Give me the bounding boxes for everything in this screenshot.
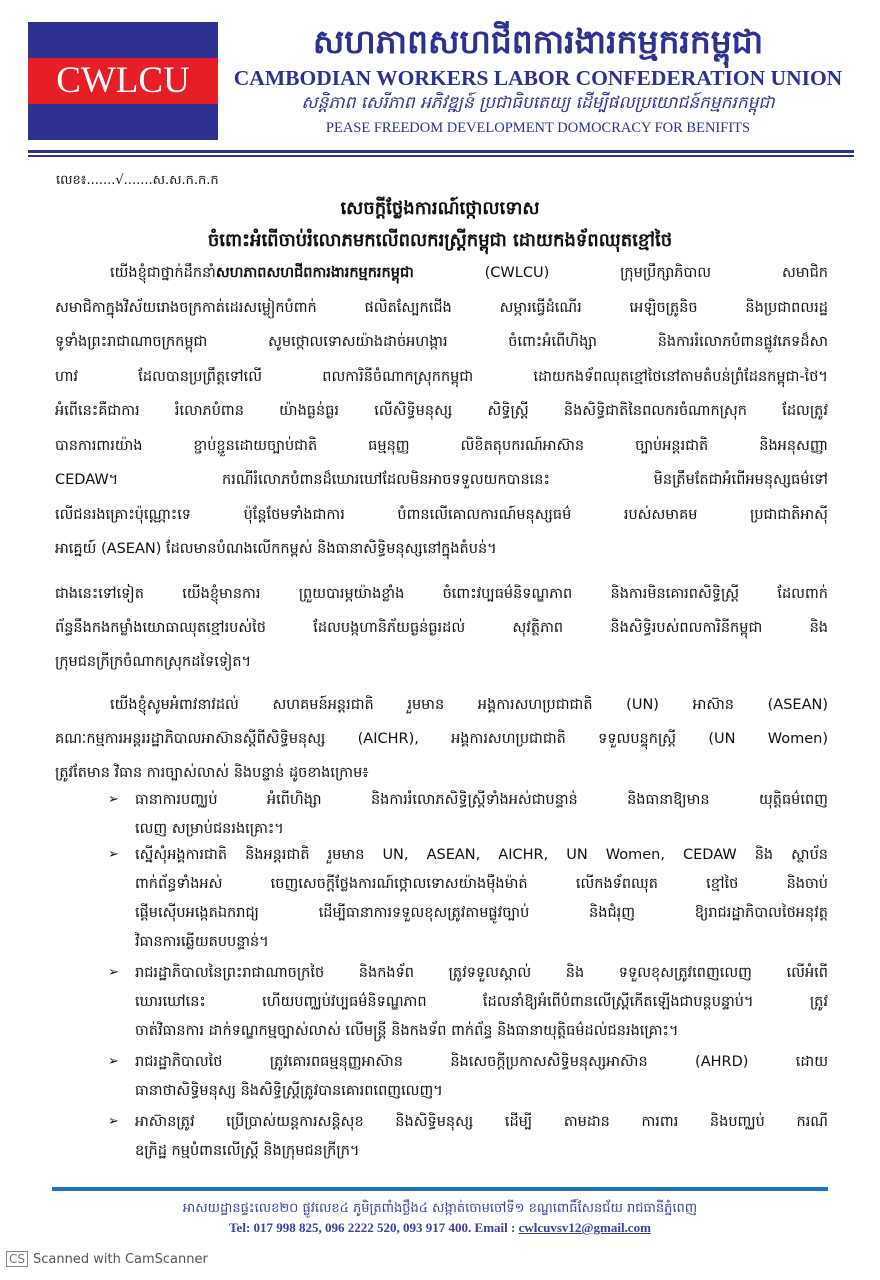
- email-link[interactable]: cwlcuvsv12@gmail.com: [518, 1220, 651, 1235]
- org-name-khmer: សហភាពសហជីពការងារកម្មករកម្ពុជា: [312, 22, 764, 61]
- paragraph-line: ទូទាំងព្រះរាជាណាចក្រកម្ពុជា សូមថ្កោលទោសយ៉ាងដាច់អហង្ការ ចំពោះអំពើហិង្សា និងការរំលោភបំពានផ្លូវភេទដ៏សា: [55, 334, 828, 350]
- paragraph-line: អំពើនេះគឺជាការ រំលោភបំពាន យ៉ាងធ្ងន់ធ្ងរ លើសិទ្ធិមនុស្ស សិទ្ធិស្ត្រី និងសិទ្ធិជាតិនៃពលករចំណាកស្រុក ដែលត្រូវ: [55, 403, 828, 419]
- paragraph-line: យើងខ្ញុំសូមអំពាវនាវដល់ សហគមន៍អន្តរជាតិ រួមមាន អង្គការសហប្រជាជាតិ (UN) អាស៊ាន (ASEAN): [110, 697, 828, 713]
- paragraph-line: ត្រូវតែមាន វិធាន ការច្បាស់លាស់ និងបន្ទាន់ ដូចខាងក្រោម៖: [55, 765, 369, 781]
- paragraph-line: ធានាការបញ្ឈប់ អំពើហិង្សា និងការរំលោភសិទ្ធិស្ត្រីទាំងអស់ជាបន្ទាន់ និងធានាឱ្យមាន យុត្តិធម៌ពេញ: [135, 792, 828, 808]
- org-name-bold: សហភាពសហជីពការងារកម្មករកម្ពុជា: [215, 265, 414, 281]
- arrowhead-right-icon: ➢: [108, 1054, 119, 1069]
- footer-divider: [52, 1187, 828, 1191]
- paragraph-line: ផ្តើមស៊ើបអង្កេតឯករាជ្យ ដើម្បីធានាការទទួលខុសត្រូវតាមផ្លូវច្បាប់ និងជំរុញ ឱ្យរាជរដ្ឋាភិបាលថៃអនុវត្ត: [135, 905, 828, 921]
- paragraph-line: ជាងនេះទៅទៀត យើងខ្ញុំមានការ ព្រួយបារម្ភយ៉ាងខ្លាំង ចំពោះវប្បធម៌និទណ្ឌភាព និងការមិនគោរពសិទ្ធិស្ត្រី ដែលពាក់: [55, 586, 828, 602]
- arrowhead-right-icon: ➢: [108, 1114, 119, 1129]
- document-subtitle: ចំពោះអំពើចាប់រំលោភមកលើពលករស្ត្រីកម្ពុជា ដោយកងទ័ពឈុតខ្មៅថៃ: [207, 230, 673, 251]
- paragraph-line: រាជរដ្ឋាភិបាលនៃព្រះរាជាណាចក្រថៃ និងកងទ័ព ត្រូវទទួលស្គាល់ និង ទទួលខុសត្រូវពេញលេញ លើអំពើ: [135, 965, 828, 981]
- paragraph-line: អាស៊ានត្រូវ ប្រើប្រាស់យន្តការសន្តិសុខ និងសិទ្ធិមនុស្ស ដើម្បី តាមដាន ការពារ និងបញ្ឈប់ ករណី: [135, 1114, 828, 1130]
- org-name-english: CAMBODIAN WORKERS LABOR CONFEDERATION UNION: [233, 66, 843, 90]
- paragraph-line: ឃោរឃៅនេះ ហើយបញ្ឈប់វប្បធម៌និទណ្ឌភាព ដែលនាំឱ្យអំពើបំពានលើស្ត្រីកើតឡើងជាបន្តបន្ទាប់។ ត្រូវ: [135, 994, 828, 1010]
- slogan-english: PEASE FREEDOM DEVELOPMENT DOMOCRACY FOR BENIFITS: [325, 120, 751, 136]
- paragraph-line: ឧក្រិដ្ឋ កម្មបំពានលើស្ត្រី និងក្រុមជនក្រីក្រ។: [135, 1143, 360, 1159]
- slogan-khmer: សន្តិភាព សេរីភាព អភិវឌ្ឍន៍ ប្រជាធិបតេយ្យ ដើម្បីផលប្រយោជន៍កម្មករកម្ពុជា: [301, 93, 775, 113]
- paragraph-line: អាគ្នេយ៍ (ASEAN) ដែលមានបំណងលើកកម្ពស់ និងធានាសិទ្ធិមនុស្សនៅក្នុងតំបន់។: [55, 541, 497, 557]
- paragraph-line: រាជរដ្ឋាភិបាលថៃ ត្រូវគោរពធម្មនុញ្ញអាស៊ាន និងសេចក្តីប្រកាសសិទ្ធិមនុស្សអាស៊ាន (AHRD) ដោយ: [135, 1054, 828, 1070]
- cwlcu-logo: [28, 22, 218, 140]
- header-divider: [28, 155, 854, 157]
- logo-text: CWLCU: [56, 60, 190, 101]
- arrowhead-right-icon: ➢: [108, 847, 119, 862]
- paragraph-line: CEDAW។ ករណីរំលោភបំពានដ៏ឃោរឃៅដែលមិនអាចទទួលយកបាននេះ មិនត្រឹមតែជាអំពើអមនុស្សធម៌ទៅ: [55, 472, 828, 488]
- paragraph-line: វិធានការឆ្លើយតបបន្ទាន់។: [135, 934, 269, 950]
- paragraph-line: បានការពារយ៉ាង ខ្ជាប់ខ្ជួនដោយច្បាប់ជាតិ ធម្មនុញ្ញ លិខិតតុបករណ៍អាស៊ាន ច្បាប់អន្តរជាតិ និងអនុសញ្ញា: [55, 437, 828, 454]
- footer-contact: Tel: 017 998 825, 096 2222 520, 093 917 400. Email : cwlcuvsv12@gmail.com: [229, 1220, 651, 1235]
- paragraph-line: ចាត់វិធានការ ដាក់ទណ្ឌកម្មច្បាស់លាស់ លើមន្ត្រី និងកងទ័ព ពាក់ព័ន្ធ និងធានាយុត្តិធម៌ដល់ជនរងគ្រោះ។: [135, 1023, 679, 1039]
- paragraph-line: ធានាថាសិទ្ធិមនុស្ស និងសិទ្ធិស្ត្រីត្រូវបានគោរពពេញលេញ។: [135, 1083, 443, 1099]
- arrowhead-right-icon: ➢: [108, 792, 119, 807]
- paragraph-line: គណៈកម្មការអន្តររដ្ឋាភិបាលអាស៊ានស្តីពីសិទ្ធិមនុស្ស (AICHR), អង្គការសហប្រជាជាតិ ទទួលបន្ទុកស្ត្រី (UN Women): [55, 731, 828, 747]
- reference-number: លេខ៖.......√.......ស.ស.ក.ក.ក: [56, 173, 219, 188]
- paragraph-line: សមាជិកាក្នុងវិស័យរោងចក្រកាត់ដេរសម្លៀកបំពាក់ ផលិតស្បែកជើង សម្ភារធ្វើដំណើរ អេឡិចត្រូនិច និងប្រជាពលរដ្ឋ: [55, 299, 828, 316]
- header-divider: [28, 150, 854, 153]
- camscanner-logo: CS: [6, 1251, 28, 1267]
- paragraph-line: យើងខ្ញុំជាថ្នាក់ដឹកនាំសហភាពសហជីពការងារកម្មករកម្ពុជា (CWLCU) ក្រុមប្រឹក្សាភិបាល សមាជិក: [110, 265, 828, 281]
- camscanner-watermark: CS Scanned with CamScanner: [6, 1251, 208, 1267]
- paragraph-line: ហាវ ដែលបានប្រព្រឹត្តទៅលើ ពលការិនីចំណាកស្រុកកម្ពុជា ដោយកងទ័ពឈុតខ្មៅថៃនៅតាមតំបន់ព្រំដែនកម្ពុជា-ថៃ។: [55, 368, 828, 385]
- paragraph-line: ពាក់ព័ន្ធទាំងអស់ ចេញសេចក្តីថ្លែងការណ៍ថ្កោលទោសយ៉ាងម៉ឺងម៉ាត់ លើកងទ័ពឈុត ខ្មៅថៃ និងចាប់: [135, 876, 828, 892]
- arrowhead-right-icon: ➢: [108, 965, 119, 980]
- document-title: សេចក្តីថ្លែងការណ៍ថ្កោលទោស: [340, 198, 540, 219]
- paragraph-line: លើជនរងគ្រោះប៉ុណ្ណោះទេ ប៉ុន្តែថែមទាំងជាការ បំពានលើគោលការណ៍មនុស្សធម៌ របស់សមាគម ប្រជាជាតិអាស៊ី: [55, 506, 828, 523]
- paragraph-line: ក្រុមជនក្រីក្រចំណាកស្រុកដទៃទៀត។: [55, 654, 252, 670]
- paragraph-line: លេញ សម្រាប់ជនរងគ្រោះ។: [135, 821, 284, 837]
- footer-address: អាសយដ្ឋានផ្ទះលេខ២០ ផ្លូវលេខ៤ ភូមិត្រពាំងថ្លឹង៤ សង្កាត់ចោមចៅទី១ ខណ្ឌពោធិ៍សែនជ័យ រាជធានីភ្នំពេញ: [182, 1201, 698, 1216]
- paragraph-line: ព័ន្ធនឹងកងកម្លាំងយោធាឈុតខ្មៅរបស់ថៃ ដែលបង្កហានិភ័យធ្ងន់ធ្ងរដល់ សុវត្ថិភាព និងសិទ្ធិរបស់ពលការិនីកម្ពុជា និង: [55, 620, 828, 636]
- paragraph-line: ស្នើសុំអង្គការជាតិ និងអន្តរជាតិ រួមមាន UN, ASEAN, AICHR, UN Women, CEDAW និង ស្ថាប័ន: [135, 847, 828, 863]
